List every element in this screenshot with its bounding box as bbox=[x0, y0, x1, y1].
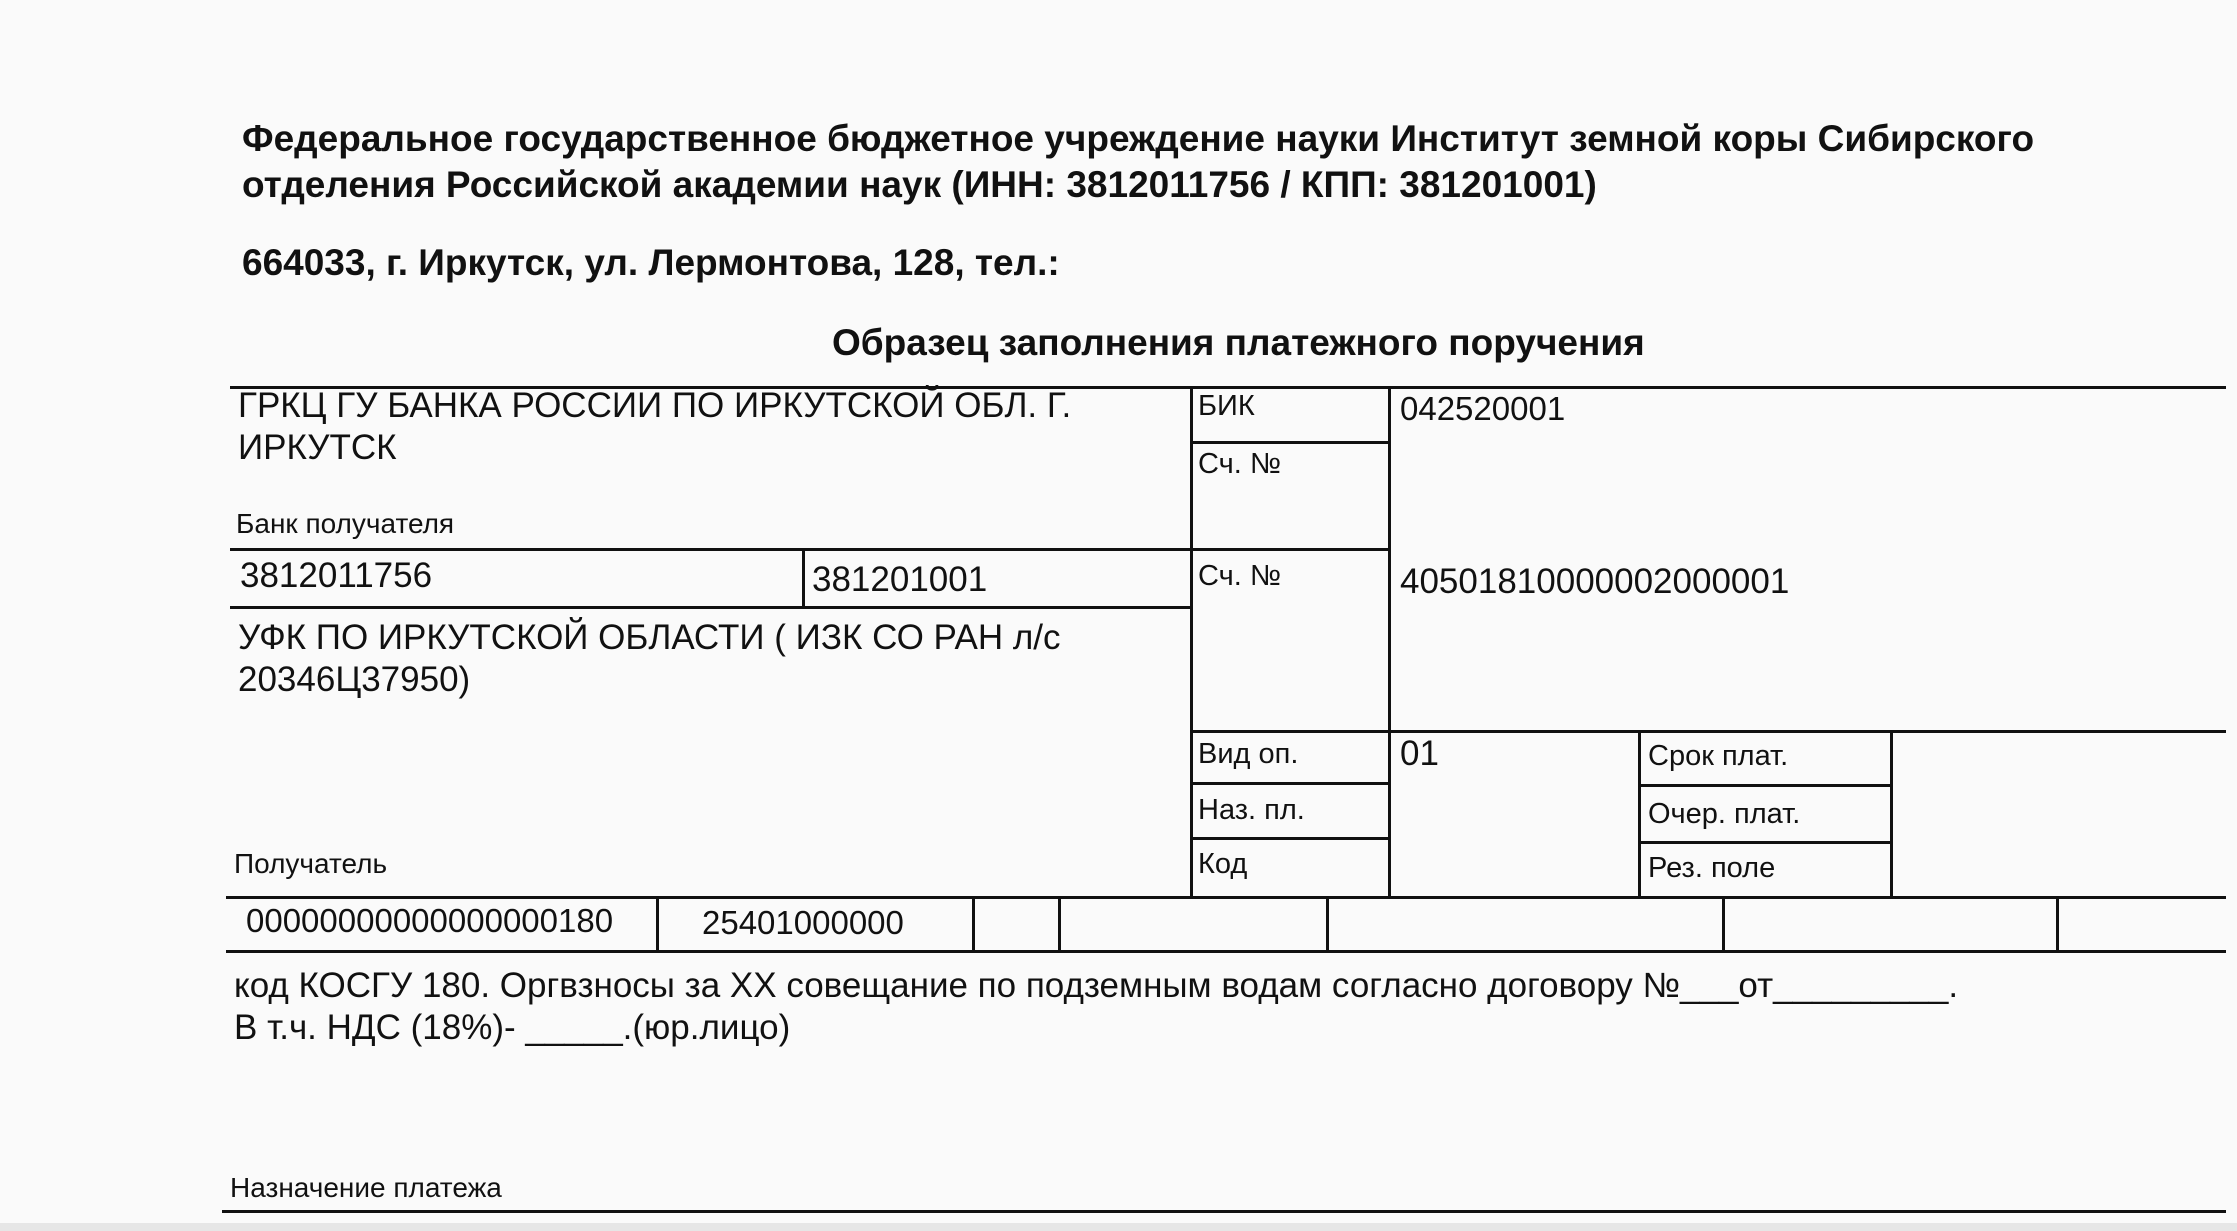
oktmo-code[interactable]: 25401000000 bbox=[702, 904, 904, 941]
grid-line-tax-4 bbox=[1326, 896, 1329, 950]
scan-bottom-edge bbox=[0, 1223, 2237, 1231]
recipient-kpp[interactable]: 381201001 bbox=[812, 560, 988, 599]
organization-name-line2: отделения Российской академии наук (ИНН: 3812011756 / КПП: 381201001) bbox=[242, 164, 1597, 205]
bik-value[interactable]: 042520001 bbox=[1400, 390, 1566, 427]
grid-line-col-srok-right bbox=[1890, 730, 1893, 896]
grid-line-vid-bottom bbox=[1190, 782, 1390, 785]
corr-account-label: Сч. № bbox=[1198, 448, 1281, 480]
grid-line-account-bottom bbox=[1190, 730, 2226, 733]
bik-label: БИК bbox=[1198, 390, 1255, 422]
grid-line-col-values bbox=[1388, 386, 1391, 896]
grid-line-col-bank bbox=[1190, 386, 1193, 896]
grid-line-col-inn-kpp bbox=[802, 548, 805, 606]
rez-pole-label: Рез. поле bbox=[1648, 852, 1776, 884]
form-title: Образец заполнения платежного поручения bbox=[832, 322, 1645, 363]
grid-line-tax-2 bbox=[972, 896, 975, 950]
grid-line-tax-1 bbox=[656, 896, 659, 950]
recipient-account-label: Сч. № bbox=[1198, 560, 1281, 592]
payment-purpose-line1: код КОСГУ 180. Оргвзносы за XX совещание по подземным водам согласно договору №___от_________. bbox=[234, 966, 1959, 1005]
payment-purpose-caption: Назначение платежа bbox=[230, 1172, 502, 1203]
srok-plat-label: Срок плат. bbox=[1648, 740, 1789, 772]
grid-line-srok-bottom bbox=[1638, 784, 1892, 787]
recipient-name-line1: УФК ПО ИРКУТСКОЙ ОБЛАСТИ ( ИЗК СО РАН л/с bbox=[238, 618, 1061, 657]
bank-name-line1: ГРКЦ ГУ БАНКА РОССИИ ПО ИРКУТСКОЙ ОБЛ. Г. bbox=[238, 386, 1072, 425]
grid-line-col-srok-left bbox=[1638, 730, 1641, 896]
grid-line-tax-5 bbox=[1722, 896, 1725, 950]
recipient-caption: Получатель bbox=[234, 848, 388, 879]
naz-pl-label: Наз. пл. bbox=[1198, 794, 1305, 826]
recipient-inn[interactable]: 3812011756 bbox=[240, 556, 433, 595]
grid-line-recipient-bottom bbox=[226, 896, 2226, 899]
grid-line-tax-row-bottom bbox=[226, 950, 2226, 953]
organization-address: 664033, г. Иркутск, ул. Лермонтова, 128, тел.: bbox=[242, 242, 1060, 283]
grid-line-bik-bottom bbox=[1190, 441, 1390, 444]
payment-purpose-line2: В т.ч. НДС (18%)- _____.(юр.лицо) bbox=[234, 1008, 791, 1047]
ocher-plat-label: Очер. плат. bbox=[1648, 798, 1801, 830]
organization-name-line1: Федеральное государственное бюджетное учреждение науки Институт земной коры Сибирского bbox=[242, 118, 2035, 159]
recipient-account-value[interactable]: 40501810000002000001 bbox=[1400, 562, 1790, 601]
vid-op-value[interactable]: 01 bbox=[1400, 734, 1439, 773]
kod-label: Код bbox=[1198, 848, 1248, 880]
grid-line-inn-bottom bbox=[230, 606, 1190, 609]
grid-line-tax-3 bbox=[1058, 896, 1061, 950]
grid-line-bank-bottom bbox=[230, 548, 1390, 551]
grid-line-tax-6 bbox=[2056, 896, 2059, 950]
grid-line-naz-bottom bbox=[1190, 837, 1390, 840]
bank-caption: Банк получателя bbox=[236, 508, 455, 539]
kbk-code[interactable]: 00000000000000000180 bbox=[246, 902, 614, 939]
recipient-name-line2: 20346Ц37950) bbox=[238, 660, 471, 699]
grid-line-ocher-bottom bbox=[1638, 841, 1892, 844]
bank-name-line2: ИРКУТСК bbox=[238, 428, 397, 467]
vid-op-label: Вид оп. bbox=[1198, 738, 1299, 770]
grid-line-form-bottom bbox=[222, 1210, 2226, 1213]
